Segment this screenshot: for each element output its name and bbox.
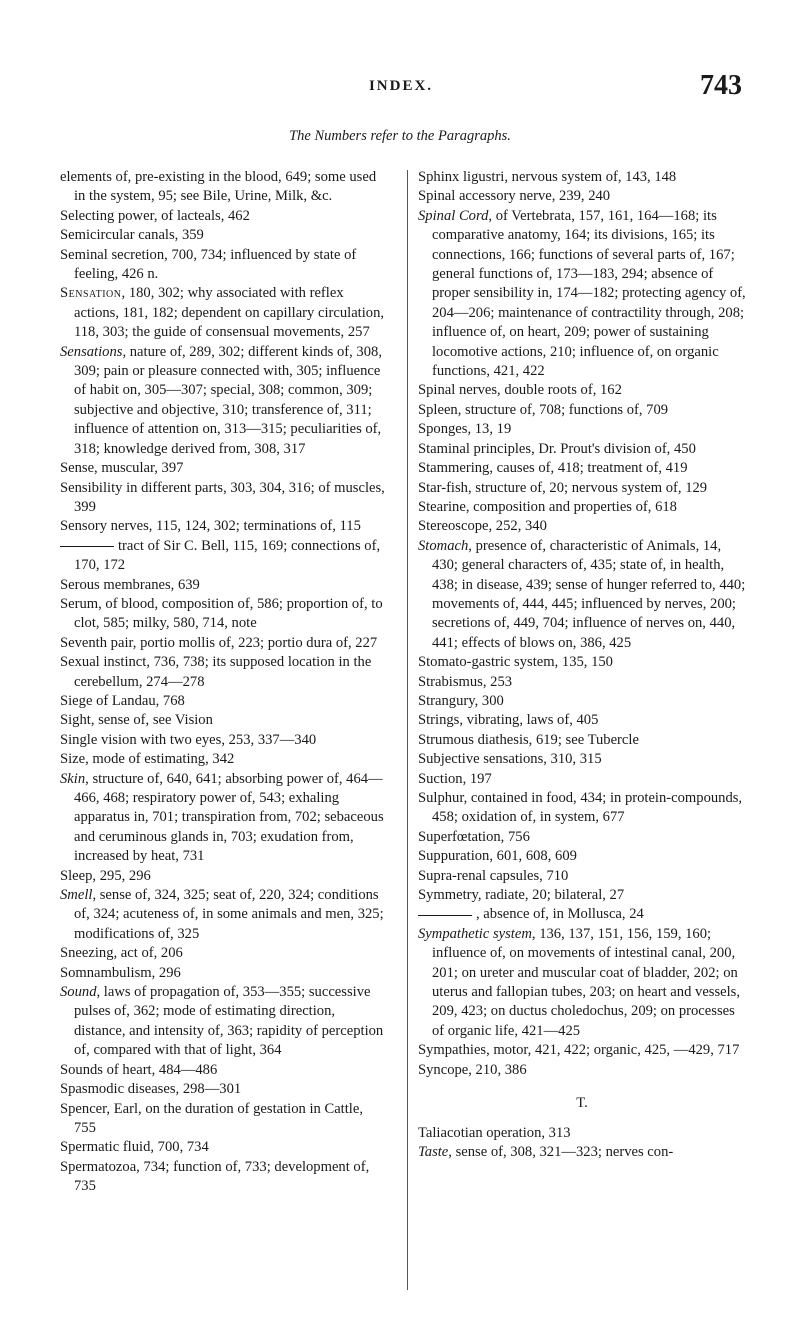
index-entry: [418, 401, 746, 420]
index-entry: [60, 459, 388, 478]
index-entry: [60, 634, 388, 653]
entry-text: Sneezing, act of, 206: [60, 945, 183, 962]
entry-text: Serum, of blood, composition of, 586; proportion of, to clot, 585; milky, 580, 714, note: [60, 595, 383, 632]
index-entry: [60, 886, 388, 944]
entry-heading: Sound: [60, 984, 97, 1001]
index-entry: [60, 284, 388, 342]
index-entry: [418, 381, 746, 400]
index-entry: [60, 750, 388, 769]
entry-text: Spermatic fluid, 700, 734: [60, 1139, 209, 1156]
entry-text: , nature of, 289, 302; different kinds of, 308, 309; pain or pleasure connected with, 305; influence of habit on, 305—307; special, 308; common, 309; subjective and objective, 310; transference of, 311; influence of attention on, 313—315; peculiarities of, 318; knowledge derived from, 308, 317: [74, 343, 382, 457]
entry-text: Somnambulism, 296: [60, 964, 181, 981]
entry-text: Seventh pair, portio mollis of, 223; portio dura of, 227: [60, 634, 378, 651]
index-entry: [418, 479, 746, 498]
index-entry: [418, 1061, 746, 1080]
entry-text: Sphinx ligustri, nervous system of, 143, 148: [418, 169, 677, 185]
entry-text: Size, mode of estimating, 342: [60, 751, 235, 768]
index-entry: [418, 440, 746, 459]
index-entry: [418, 207, 746, 382]
index-entry: [60, 246, 388, 285]
entry-text: Spinal accessory nerve, 239, 240: [418, 188, 611, 205]
index-entry: [60, 983, 388, 1061]
entry-text: Serous membranes, 639: [60, 576, 200, 593]
index-entry: [418, 1143, 746, 1162]
page-subtitle: The Numbers refer to the Paragraphs.: [289, 128, 511, 144]
index-entry: [60, 168, 388, 207]
index-entry: [418, 1124, 746, 1143]
entry-text: Sounds of heart, 484—486: [60, 1061, 218, 1078]
index-entry: [418, 711, 746, 730]
index-entry: [418, 692, 746, 711]
index-entry: [418, 187, 746, 206]
index-entry: [60, 731, 388, 750]
entry-text: Siege of Landau, 768: [60, 692, 185, 709]
entry-text: Sulphur, contained in food, 434; in protein-compounds, 458; oxidation of, in system, 677: [418, 790, 743, 826]
index-entry: [60, 517, 388, 536]
entry-text: Sympathies, motor, 421, 422; organic, 425, —429, 717: [418, 1042, 740, 1059]
index-entry: [60, 576, 388, 595]
entry-text: Seminal secretion, 700, 734; influenced by state of feeling, 426 n.: [60, 246, 357, 283]
entry-text: , structure of, 640, 641; absorbing power of, 464—466, 468; respiratory power of, 543; exhaling apparatus in, 701; transpiration from, 702; sebaceous and ceruminous glands in, 703; exudation from, increased by heat, 731: [74, 770, 384, 865]
index-entry: [418, 168, 746, 187]
entry-heading: Sympathetic system: [418, 925, 532, 942]
entry-heading: Spinal Cord: [418, 207, 489, 224]
index-entry: [60, 207, 388, 226]
entry-text: , 180, 302; why associated with reflex actions, 181, 182; dependent on capillary circulation, 118, 303; the guide of consensual movements, 257: [74, 285, 385, 341]
entry-text: Strangury, 300: [418, 692, 504, 709]
entry-text: elements of, pre-existing in the blood, 649; some used in the system, 95; see Bile, Urine, Milk, &c.: [60, 169, 377, 205]
entry-text: , 136, 137, 151, 156, 159, 160; influence of, on movements of intestinal canal, 200, 201; on ureter and muscular coat of bladder, 202; on uterus and fallopian tubes, 203; on heart and vessels, 209, 423; on ductus choledochus, 209; on processes of organic life, 421—425: [432, 925, 741, 1039]
entry-text: Stereoscope, 252, 340: [418, 518, 547, 535]
index-entry: [60, 770, 388, 867]
index-entry: [418, 925, 746, 1041]
entry-text: Subjective sensations, 310, 315: [418, 751, 602, 768]
entry-text: Strumous diathesis, 619; see Tubercle: [418, 731, 639, 748]
entry-text: , absence of, in Mollusca, 24: [476, 906, 644, 923]
index-entry: [418, 789, 746, 828]
entry-text: Sleep, 295, 296: [60, 867, 151, 884]
entry-text: Strings, vibrating, laws of, 405: [418, 712, 599, 729]
page-number: 743: [700, 70, 742, 101]
entry-heading: Taste: [418, 1143, 449, 1160]
entry-text: Sexual instinct, 736, 738; its supposed location in the cerebellum, 274—278: [60, 654, 372, 690]
entry-text: Stomato-gastric system, 135, 150: [418, 654, 613, 671]
page-header: [60, 70, 742, 116]
index-entry: [60, 1061, 388, 1080]
entry-text: Spencer, Earl, on the duration of gestation in Cattle, 755: [60, 1100, 363, 1136]
index-entry: [60, 944, 388, 963]
entry-heading: Sensations: [60, 343, 123, 360]
entry-text: Semicircular canals, 359: [60, 227, 204, 244]
index-entry: [418, 1041, 746, 1060]
index-entry: [418, 517, 746, 536]
entry-text: Spermatozoa, 734; function of, 733; development of, 735: [60, 1158, 370, 1195]
right-column: [418, 168, 746, 1162]
entry-text: , presence of, characteristic of Animals, 14, 430; general characters of, 435; state of, in health, 438; in disease, 439; sense of hunger referred to, 440; movements of, 444, 445; influenced by nerves, 200; secretions of, 449, 704; influence of nerves on, 440, 441; effects of blows on, 386, 425: [432, 537, 746, 651]
entry-text: Stearine, composition and properties of, 618: [418, 498, 677, 515]
index-entry: [418, 750, 746, 769]
index-entry: [418, 847, 746, 866]
index-entry: [60, 711, 388, 730]
index-entry: [60, 1138, 388, 1157]
index-entry: [418, 653, 746, 672]
entry-text: , sense of, 324, 325; seat of, 220, 324; conditions of, 324; acuteness of, in some animals and men, 325; modifications of, 325: [74, 887, 384, 942]
index-entry: [60, 1100, 388, 1139]
index-entry: [418, 905, 746, 924]
index-entry: [60, 226, 388, 245]
entry-text: Supra-renal capsules, 710: [418, 867, 569, 884]
index-entry: [60, 964, 388, 983]
section-letter: T.: [576, 1095, 588, 1112]
entry-text: Strabismus, 253: [418, 673, 513, 690]
entry-text: Sponges, 13, 19: [418, 421, 512, 438]
entry-text: Spleen, structure of, 708; functions of, 709: [418, 401, 669, 418]
index-entry: [418, 673, 746, 692]
index-entry: [418, 770, 746, 789]
index-entry: [418, 828, 746, 847]
entry-text: , of Vertebrata, 157, 161, 164—168; its comparative anatomy, 164; its divisions, 165; its connections, 166; functions of several parts of, 167; general functions of, 173—183, 294; absence of proper sensibility in, 174—182; protecting agency of, 204—206; maintenance of contractility through, 208; influence of, on heart, 209; power of sustaining locomotive actions, 210; influence of, on organic functions, 421, 422: [432, 207, 746, 380]
index-entry: [60, 653, 388, 692]
index-entry: [60, 343, 388, 459]
entry-text: Superfœtation, 756: [418, 828, 530, 845]
entry-text: Taliacotian operation, 313: [418, 1124, 571, 1141]
entry-text: , sense of, 308, 321—323; nerves con-: [448, 1143, 674, 1160]
repeat-dash: [418, 915, 472, 916]
entry-text: Suppuration, 601, 608, 609: [418, 848, 577, 865]
index-entry: [60, 537, 388, 576]
entry-heading: Sensation: [60, 285, 122, 302]
entry-text: Single vision with two eyes, 253, 337—340: [60, 731, 317, 748]
index-entry: [60, 479, 388, 518]
entry-text: Sight, sense of, see Vision: [60, 712, 213, 729]
entry-text: , laws of propagation of, 353—355; successive pulses of, 362; mode of estimating direction, distance, and intensity of, 363; rapidity of perception of, compared with that of light, 364: [74, 984, 384, 1059]
index-entry: [418, 537, 746, 653]
page-title: INDEX.: [368, 78, 434, 94]
index-entry: [418, 867, 746, 886]
entry-text: Syncope, 210, 386: [418, 1061, 527, 1078]
index-entry: [60, 867, 388, 886]
entry-heading: Skin: [60, 770, 86, 787]
entry-text: Stammering, causes of, 418; treatment of, 419: [418, 460, 688, 477]
index-entry: [60, 1080, 388, 1099]
entry-text: Sense, muscular, 397: [60, 460, 184, 477]
repeat-dash: [60, 546, 114, 547]
entry-text: Symmetry, radiate, 20; bilateral, 27: [418, 887, 625, 904]
index-entry: [418, 498, 746, 517]
left-column: [60, 168, 388, 1197]
index-entry: [418, 420, 746, 439]
entry-text: Sensory nerves, 115, 124, 302; terminations of, 115: [60, 518, 361, 535]
index-entry: [60, 692, 388, 711]
index-entry: [60, 1158, 388, 1197]
entry-text: tract of Sir C. Bell, 115, 169; connections of, 170, 172: [74, 537, 381, 574]
entry-text: Star-fish, structure of, 20; nervous system of, 129: [418, 479, 708, 496]
index-entry: [418, 731, 746, 750]
column-divider: [407, 170, 408, 1290]
entry-text: Suction, 197: [418, 770, 492, 787]
entry-text: Spinal nerves, double roots of, 162: [418, 382, 622, 399]
index-entry: [60, 595, 388, 634]
index-entry: [418, 459, 746, 478]
index-entry: [418, 886, 746, 905]
entry-heading: Stomach: [418, 537, 469, 554]
entry-text: Selecting power, of lacteals, 462: [60, 207, 250, 224]
entry-heading: Smell: [60, 887, 93, 904]
entry-text: Staminal principles, Dr. Prout's division of, 450: [418, 440, 696, 457]
entry-text: Spasmodic diseases, 298—301: [60, 1081, 242, 1098]
entry-text: Sensibility in different parts, 303, 304, 316; of muscles, 399: [60, 479, 385, 515]
